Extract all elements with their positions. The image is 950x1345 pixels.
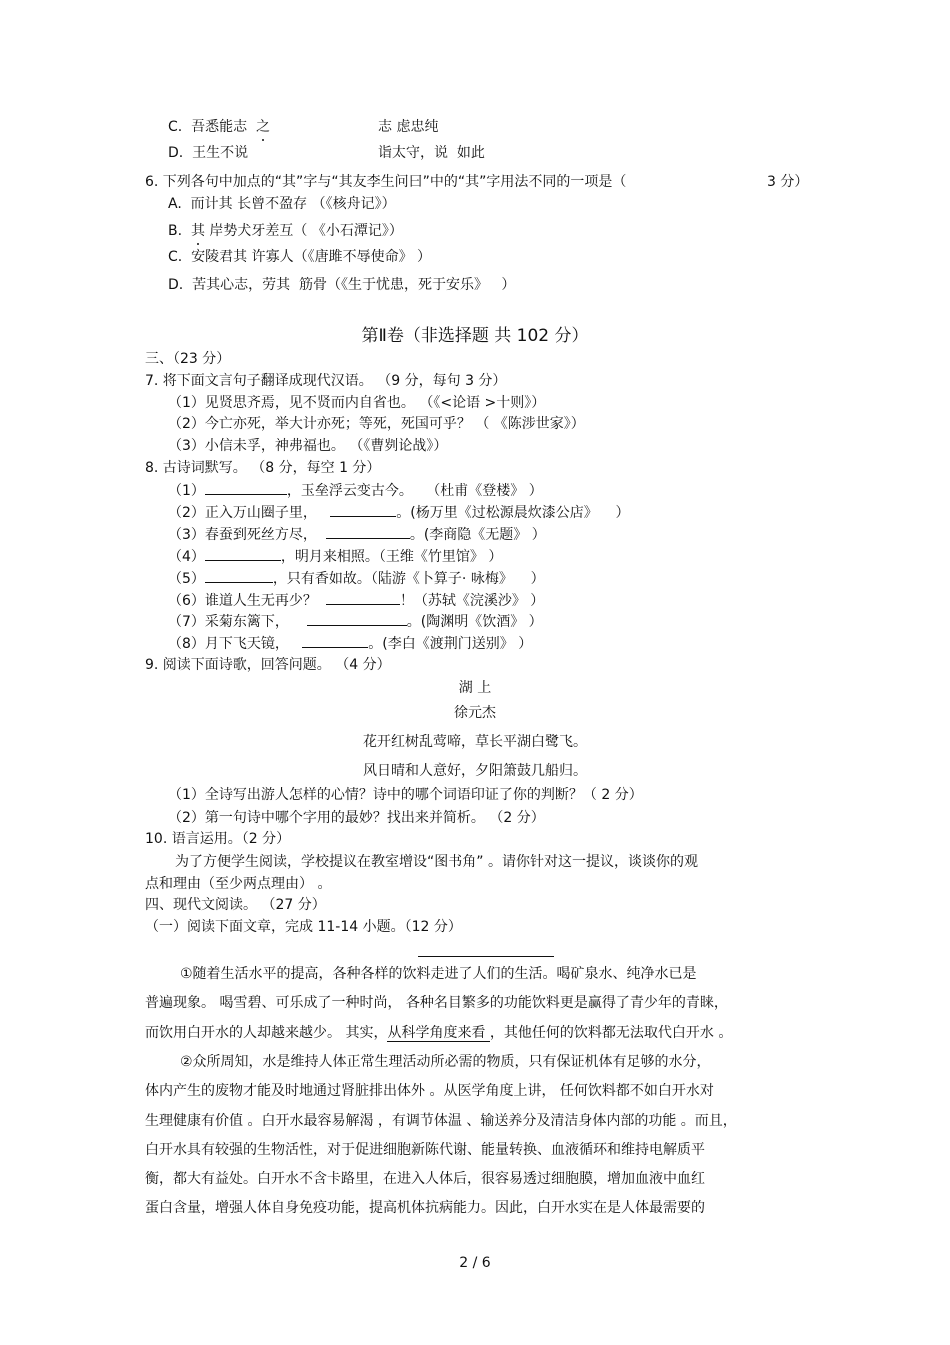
article-p2-line-4: 白开水具有较强的生物活性，对于促进细胞新陈代谢、能量转换、血液循环和维持电解质平 xyxy=(145,1142,705,1158)
q5-option-c-right: 志 虑忠纯 xyxy=(378,119,439,135)
q7-sentence-1: （1）见贤思齐焉，见不贤而内自省也。 （《<论语 >十则》） xyxy=(168,395,546,411)
answer-blank xyxy=(326,590,400,605)
q9-sub-2: （2）第一句诗中哪个字用的最妙？找出来并简析。 （2 分） xyxy=(168,810,545,826)
poem-line-2: 风日晴和人意好，夕阳箫鼓几船归。 xyxy=(363,763,587,779)
article-p2-line-5: 衡，都大有益处。白开水不含卡路里，在进入人体后，很容易透过细胞膜，增加血液中血红 xyxy=(145,1171,705,1187)
emphasis-dot-char: 之 xyxy=(256,119,271,135)
poem-author: 徐元杰 xyxy=(454,705,496,721)
q6-option-c: C. 安陵君其 许寡人（《唐雎不辱使命》 ） xyxy=(168,249,432,265)
section-title: 第Ⅱ卷（非选择题 共 102 分） xyxy=(361,326,589,346)
answer-blank xyxy=(326,524,410,539)
q8-line-7: （7）采菊东篱下， 。(陶渊明《饮酒》 ） xyxy=(168,611,543,632)
answer-blank xyxy=(205,568,273,583)
answer-blank xyxy=(205,546,281,561)
q10-stem: 10. 语言运用。（2 分） xyxy=(145,831,291,847)
q9-stem: 9. 阅读下面诗歌，回答问题。 （4 分） xyxy=(145,657,391,673)
article-p1-line-1: ①随着生活水平的提高，各种各样的饮料走进了人们的生活。喝矿泉水、纯净水已是 xyxy=(180,966,697,982)
underlined-phrase: 从科学角度来看 xyxy=(387,1025,490,1041)
part3-heading: 三、（23 分） xyxy=(145,351,231,367)
answer-blank xyxy=(302,633,368,648)
q6-option-a: A. 而计其 长曾不盈存 （《核舟记》） xyxy=(168,196,396,212)
answer-blank xyxy=(307,611,407,626)
page-number: 2 / 6 xyxy=(459,1255,491,1271)
q8-line-5: （5） ，只有香如故。（陆游《卜算子· 咏梅》 ） xyxy=(168,568,545,589)
part4-subheading: （一）阅读下面文章，完成 11-14 小题。（12 分） xyxy=(145,919,462,935)
q8-line-8: （8）月下飞天镜， 。(李白《渡荆门送别》 ） xyxy=(168,633,532,654)
q6-option-b: B. 其 岸势犬牙差互（ 《小石潭记》） xyxy=(168,223,403,239)
q7-sentence-3: （3）小信未孚，神弗福也。 （《曹刿论战》） xyxy=(168,438,448,454)
q5-option-d-right: 诣太守，说 如此 xyxy=(378,145,485,161)
article-p2-line-2: 体内产生的废物才能及时地通过肾脏排出体外 。从医学角度上讲， 任何饮料都不如白开水对 xyxy=(145,1083,714,1099)
q6-stem: 6. 下列各句中加点的“其”字与“其友李生问曰”中的“其”字用法不同的一项是（ xyxy=(145,174,627,190)
q8-line-6: （6）谁道人生无再少？ ！（苏轼《浣溪沙》 ） xyxy=(168,590,544,611)
article-title-blank xyxy=(418,956,554,957)
q8-line-4: （4） ，明月来相照。（王维《竹里馆》 ） xyxy=(168,546,502,567)
q9-sub-1: （1）全诗写出游人怎样的心情？诗中的哪个词语印证了你的判断？（ 2 分） xyxy=(168,787,643,803)
q8-line-2: （2）正入万山圈子里， 。(杨万里《过松源晨炊漆公店》 ） xyxy=(168,502,630,523)
article-p1-line-3: 而饮用白开水的人却越来越少。 其实，从科学角度来看 ，其他任何的饮料都无法取代白开水 。 xyxy=(145,1025,733,1041)
q10-body-1: 为了方便学生阅读，学校提议在教室增设“图书角” 。请你针对这一提议，谈谈你的观 xyxy=(175,854,698,870)
q6-option-d: D. 苦其心志，劳其 筋骨（《生于忧患，死于安乐》 ） xyxy=(168,277,516,293)
q8-line-3: （3）春蚕到死丝方尽， 。(李商隐《无题》 ） xyxy=(168,524,546,545)
part4-heading: 四、现代文阅读。 （27 分） xyxy=(145,897,326,913)
emphasis-dot-char: 其 xyxy=(190,223,205,239)
q7-sentence-2: （2）今亡亦死，举大计亦死；等死，死国可乎？ （ 《陈涉世家》） xyxy=(168,416,585,432)
poem-line-1: 花开红树乱莺啼，草长平湖白鹭飞。 xyxy=(363,734,587,750)
q8-line-1: （1） ，玉垒浮云变古今。 （杜甫《登楼》 ） xyxy=(168,480,543,501)
article-p2-line-1: ②众所周知，水是维持人体正常生理活动所必需的物质，只有保证机体有足够的水分， xyxy=(180,1054,711,1070)
q6-score: 3 分） xyxy=(767,174,809,190)
q8-stem: 8. 古诗词默写。 （8 分，每空 1 分） xyxy=(145,460,381,476)
q7-stem: 7. 将下面文言句子翻译成现代汉语。 （9 分，每句 3 分） xyxy=(145,373,507,389)
article-p2-line-3: 生理健康有价值 。白开水最容易解渴 ，有调节体温 、输送养分及清洁身体内部的功能 。而且， xyxy=(145,1113,737,1129)
article-p1-line-2: 普遍现象。 喝雪碧、可乐成了一种时尚， 各种名目繁多的功能饮料更是赢得了青少年的青睐， xyxy=(145,995,728,1011)
article-p2-line-6: 蛋白含量，增强人体自身免疫功能，提高机体抗病能力。因此，白开水实在是人体最需要的 xyxy=(145,1200,705,1216)
q5-option-c: C. 吾悉能志 之 xyxy=(168,119,271,135)
poem-title: 湖 上 xyxy=(458,680,492,696)
q10-body-2: 点和理由（至少两点理由） 。 xyxy=(145,876,332,892)
answer-blank xyxy=(330,502,396,517)
q5-option-d: D. 王生不说 xyxy=(168,145,249,161)
answer-blank xyxy=(205,480,287,495)
